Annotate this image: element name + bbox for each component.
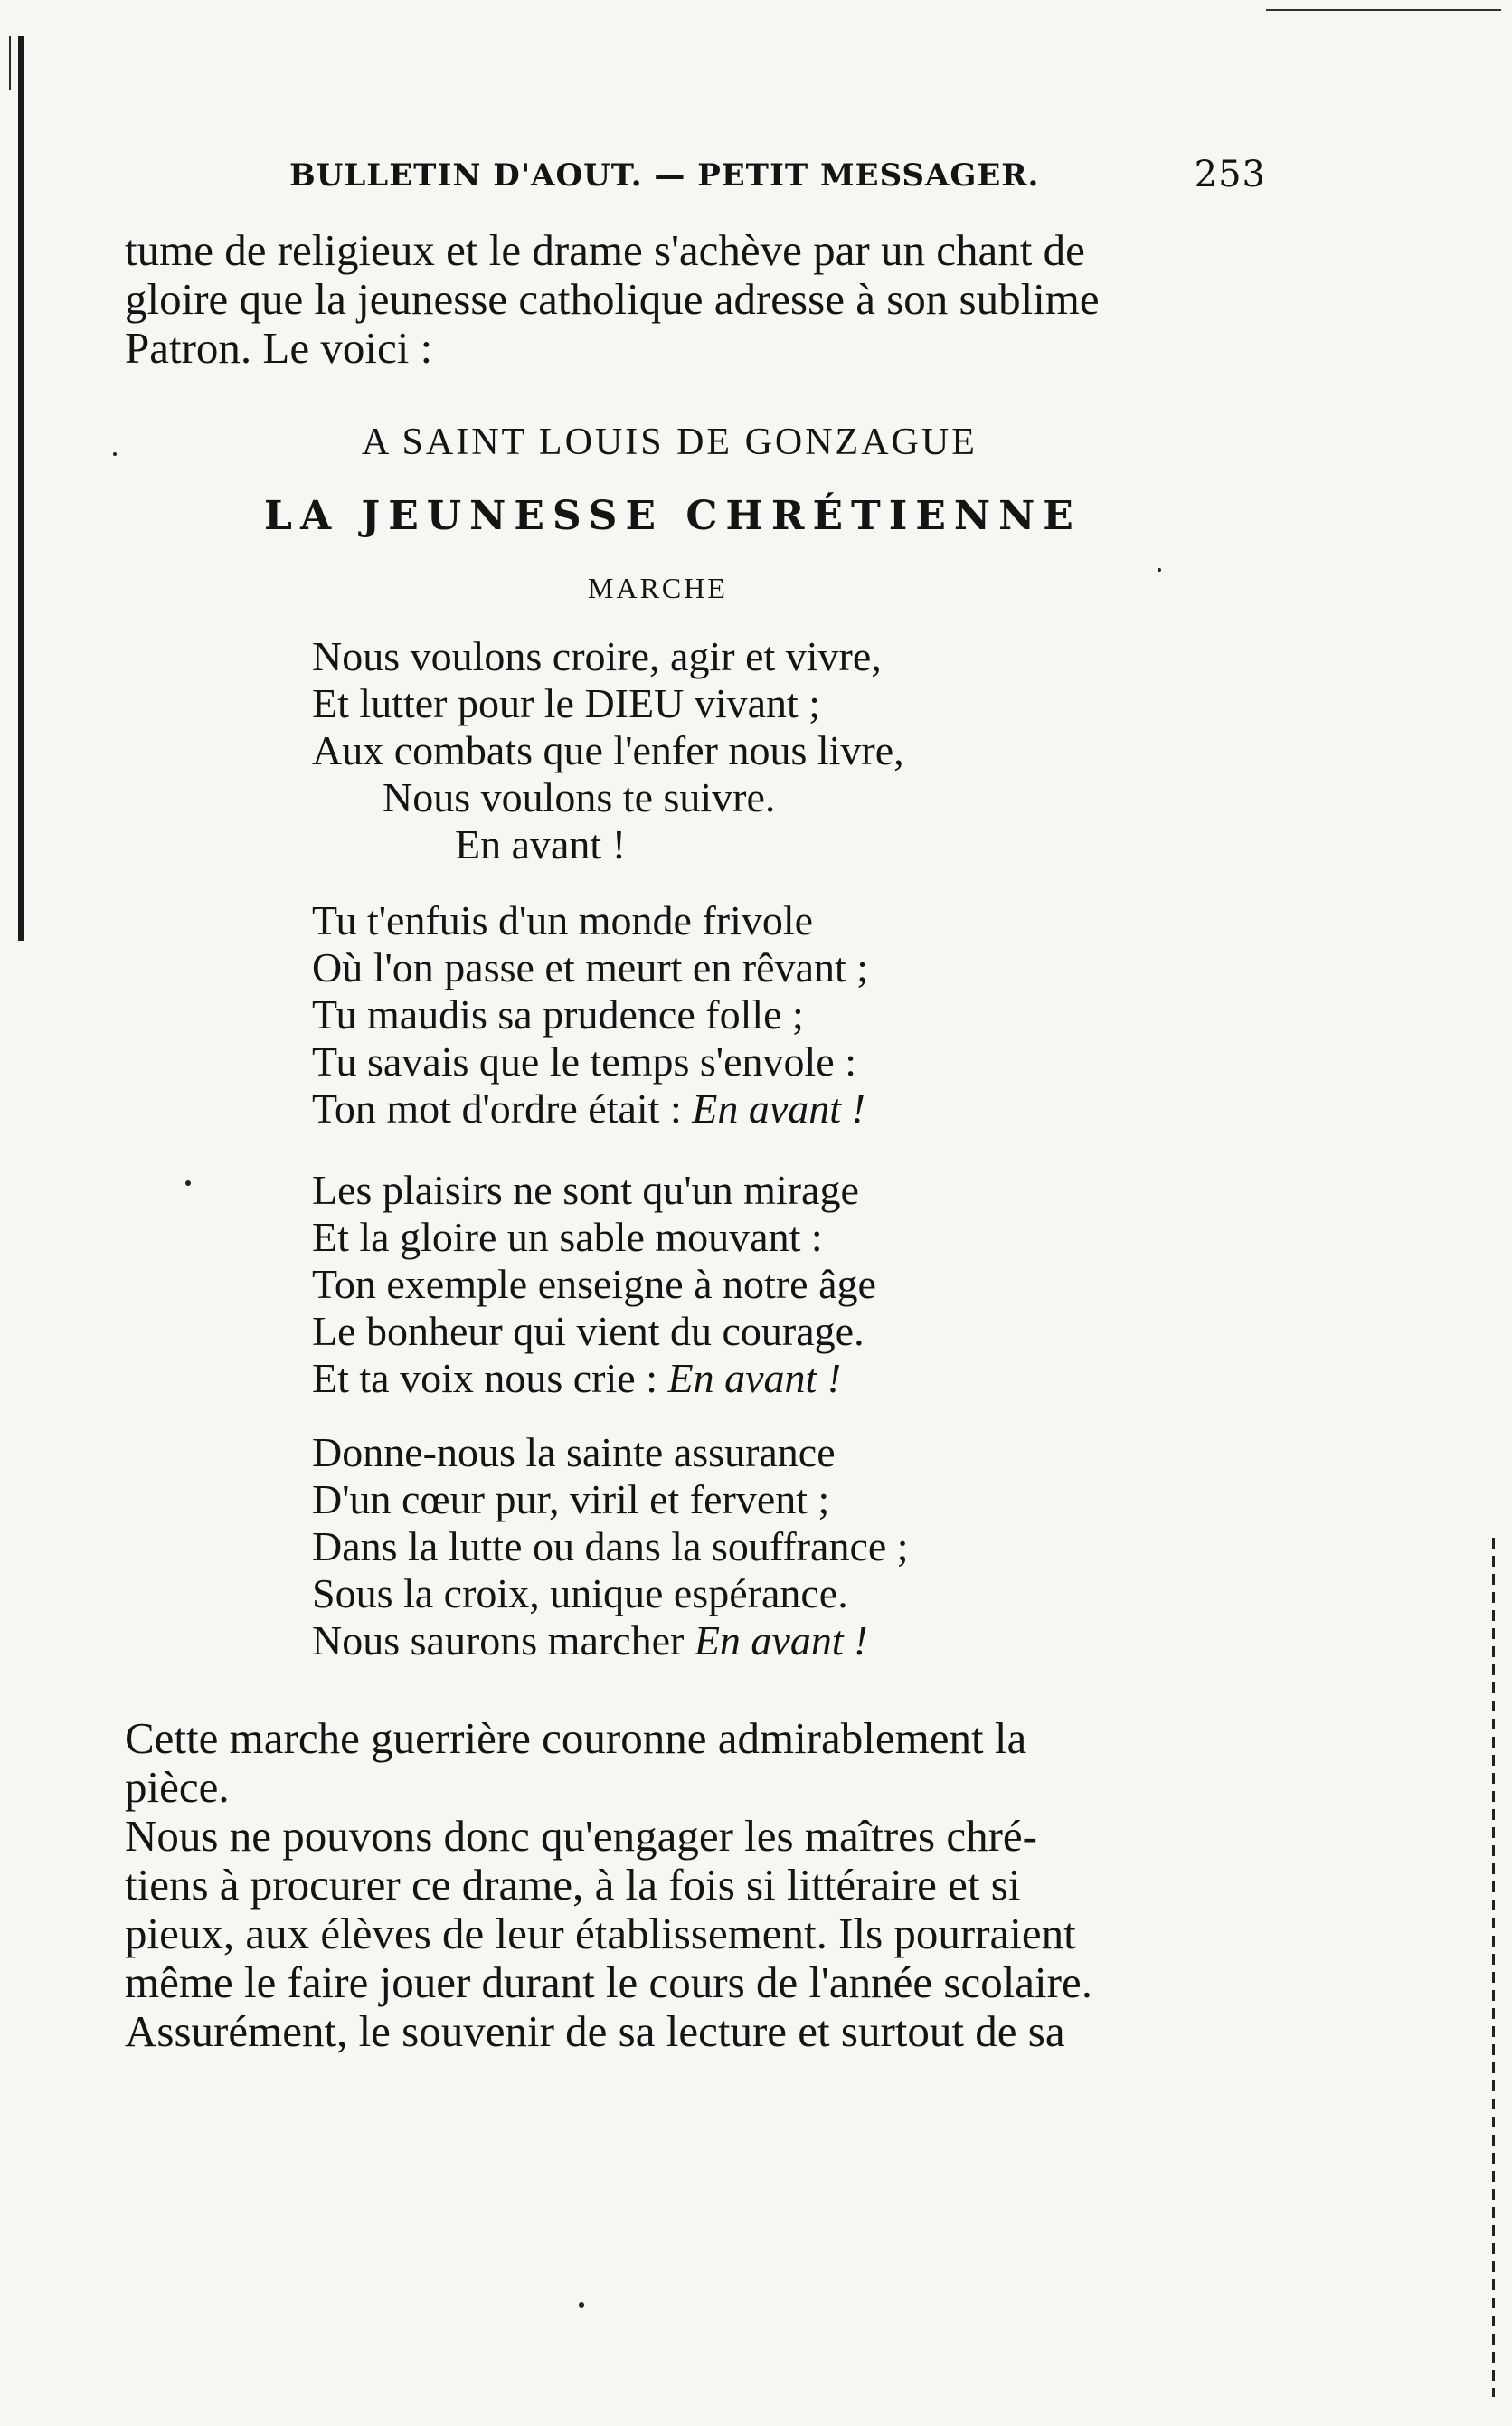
verse-line: Tu savais que le temps s'envole :	[312, 1038, 856, 1085]
verse-line	[312, 1085, 868, 1132]
scan-edge-shadow	[18, 36, 24, 941]
verse-line: Tu maudis sa prudence folle ;	[312, 991, 804, 1038]
scan-edge-mark	[9, 36, 11, 90]
verse-line: Nous voulons te suivre.	[383, 774, 776, 820]
text-line: même le faire jouer durant le cours de l'année scolaire.	[125, 1957, 1092, 2007]
verse-line: Le bonheur qui vient du courage.	[312, 1308, 865, 1354]
stanza-3	[312, 1167, 876, 1402]
verse-line: Donne-nous la sainte assurance	[312, 1429, 836, 1475]
ink-speck	[185, 1180, 191, 1186]
hymn-title: LA JEUNESSE CHRÉTIENNE	[264, 493, 1082, 539]
text-line: Patron. Le voici :	[125, 323, 433, 373]
text-line: tume de religieux et le drame s'achève par un chant de	[125, 225, 1085, 275]
verse-line: Et lutter pour le DIEU vivant ;	[312, 680, 821, 726]
verse-line: Aux combats que l'enfer nous livre,	[312, 727, 904, 773]
refrain: En avant !	[667, 1355, 842, 1401]
scan-right-edge	[1492, 1538, 1495, 2397]
verse-line: Nous voulons croire, agir et vivre,	[312, 633, 882, 679]
verse-line: Les plaisirs ne sont qu'un mirage	[312, 1167, 859, 1213]
verse-text: Nous saurons marcher	[312, 1617, 685, 1663]
verse-line: Ton exemple enseigne à notre âge	[312, 1261, 876, 1307]
hymn-subtitle: MARCHE	[588, 572, 728, 604]
refrain: En avant !	[692, 1085, 865, 1132]
text-line: tiens à procurer ce drame, à la fois si littéraire et si	[125, 1860, 1021, 1910]
stanza-4	[312, 1429, 909, 1664]
text-line: pieux, aux élèves de leur établissement. Ils pourraient	[125, 1909, 1076, 1958]
ink-speck	[579, 2302, 584, 2308]
text-line: Assurément, le souvenir de sa lecture et surtout de sa	[125, 2006, 1065, 2056]
verse-line	[312, 1617, 909, 1664]
verse-line: Sous la croix, unique espérance.	[312, 1570, 848, 1616]
closing-paragraph-1	[125, 1714, 1210, 1812]
intro-paragraph	[125, 226, 1210, 373]
header-title: BULLETIN D'AOUT. — PETIT MESSAGER.	[289, 157, 1040, 194]
running-header	[289, 154, 1266, 199]
hymn-dedication: A SAINT LOUIS DE GONZAGUE	[362, 422, 978, 463]
refrain: En avant !	[694, 1617, 868, 1663]
text-line: Cette marche guerrière couronne admirablement la	[125, 1713, 1027, 1763]
verse-line: Et la gloire un sable mouvant :	[312, 1214, 823, 1260]
ink-speck	[1158, 568, 1161, 572]
verse-text: Ton mot d'ordre était :	[312, 1085, 682, 1132]
page-number: 253	[1194, 154, 1266, 195]
stanza-1	[312, 633, 904, 868]
text-line: Nous ne pouvons donc qu'engager les maîtres chré-	[125, 1811, 1037, 1861]
verse-line: D'un cœur pur, viril et fervent ;	[312, 1476, 830, 1522]
ink-speck	[113, 452, 117, 456]
text-line: pièce.	[125, 1762, 230, 1812]
verse-line: Tu t'enfuis d'un monde frivole	[312, 897, 814, 943]
verse-text: Et ta voix nous crie :	[312, 1355, 657, 1401]
verse-line	[312, 1355, 876, 1402]
verse-line: Où l'on passe et meurt en rêvant ;	[312, 944, 869, 990]
verse-line: En avant !	[455, 821, 627, 867]
scan-top-mark	[1266, 9, 1501, 11]
stanza-2	[312, 897, 868, 1132]
text-line: gloire que la jeunesse catholique adresse à son sublime	[125, 274, 1100, 324]
verse-line: Dans la lutte ou dans la souffrance ;	[312, 1523, 909, 1569]
closing-paragraph-2	[125, 1812, 1210, 2056]
